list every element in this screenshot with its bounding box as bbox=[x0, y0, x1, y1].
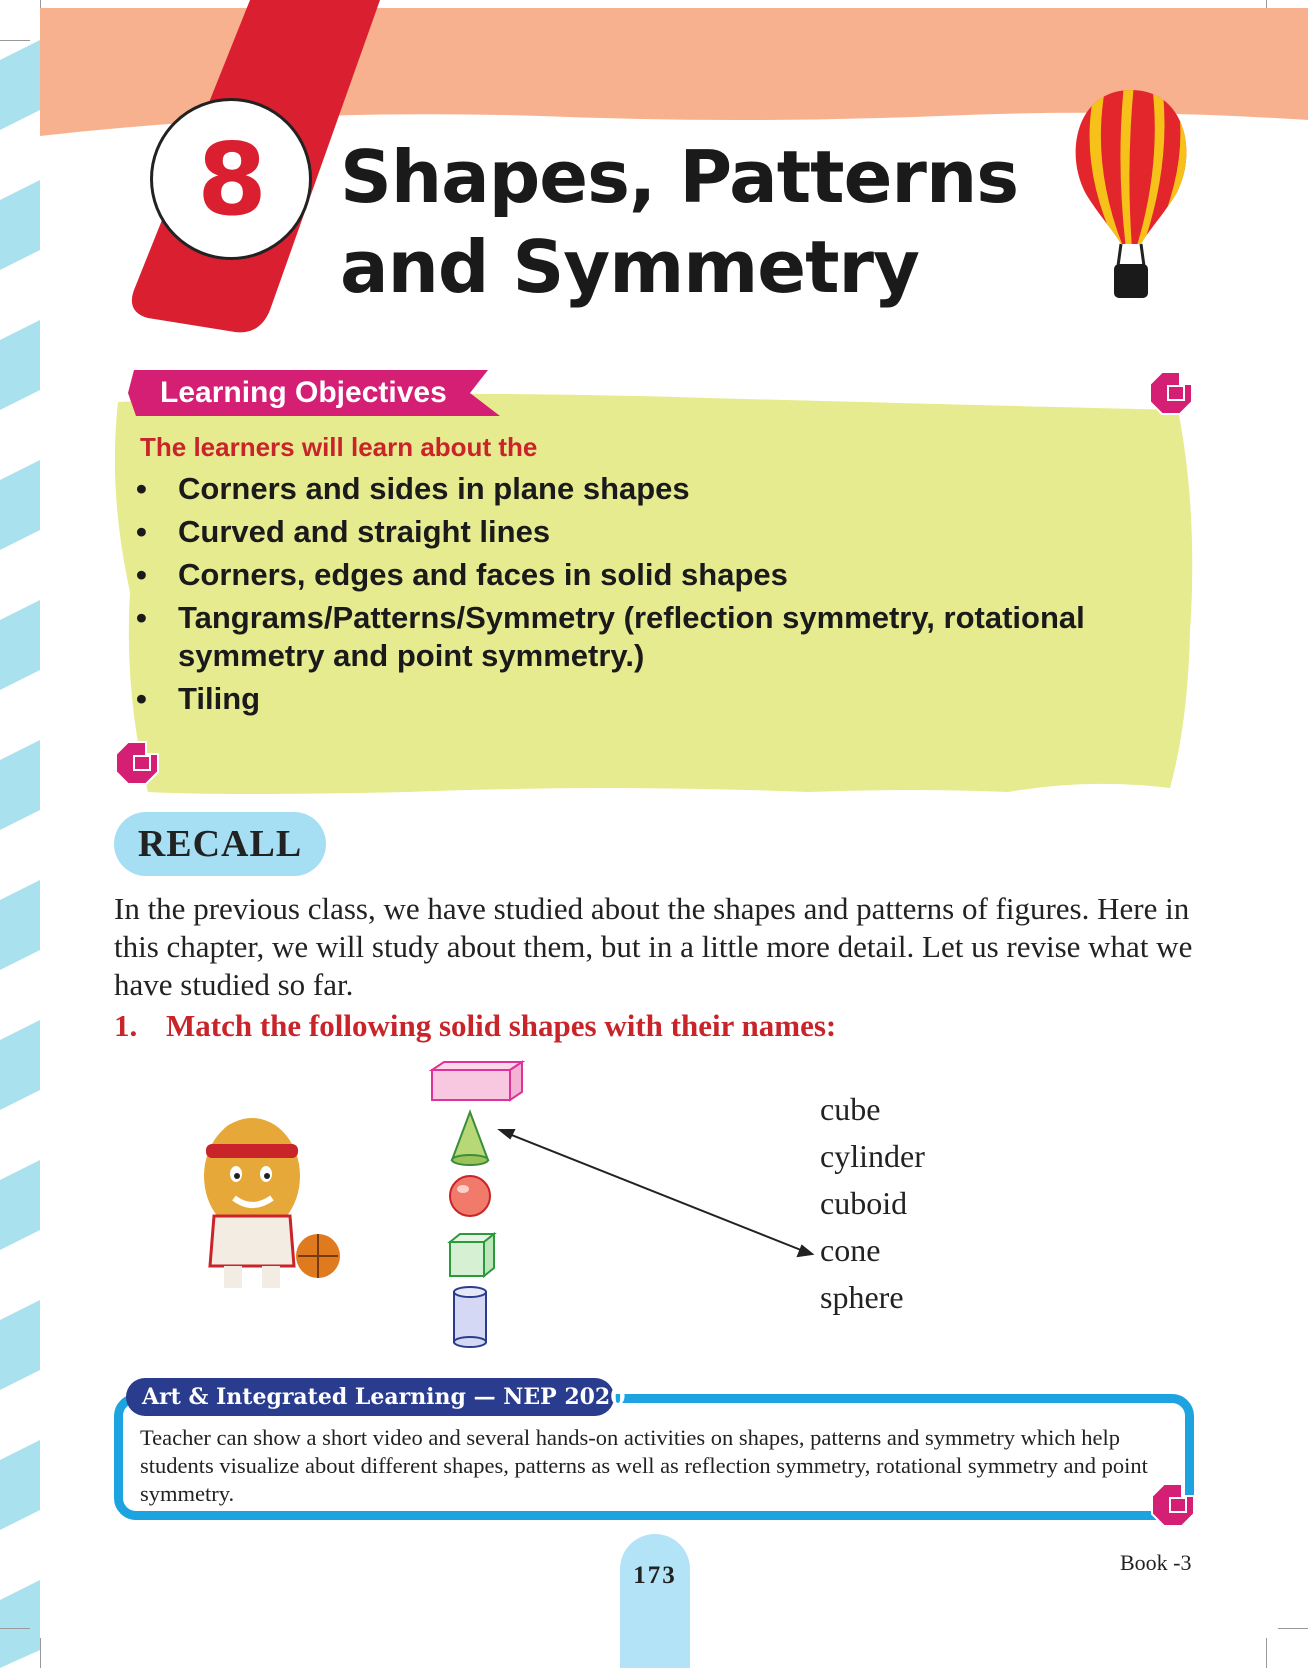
objectives-list bbox=[136, 470, 1146, 723]
recall-heading: RECALL bbox=[114, 812, 326, 876]
left-stripe-decoration bbox=[0, 0, 40, 1668]
objectives-tag: Learning Objectives bbox=[160, 376, 447, 409]
list-item: • Tangrams/Patterns/Symmetry (reflection symmetry, rotational symmetry and point symmetry.) bbox=[136, 599, 1146, 675]
corner-deco-icon bbox=[114, 740, 160, 786]
list-item: • Curved and straight lines bbox=[136, 513, 1146, 551]
crop-mark bbox=[1266, 1638, 1267, 1668]
question-1 bbox=[114, 1008, 836, 1044]
solid-shapes-figure bbox=[400, 1052, 850, 1352]
corner-deco-icon bbox=[1150, 1482, 1196, 1528]
cylinder-icon bbox=[454, 1287, 486, 1347]
chapter-title-line1: Shapes, Patterns bbox=[340, 135, 1019, 219]
cuboid-icon bbox=[432, 1062, 522, 1100]
chapter-number: 8 bbox=[150, 98, 312, 260]
sphere-icon bbox=[450, 1176, 490, 1216]
book-label: Book -3 bbox=[1120, 1550, 1192, 1575]
list-item: • Corners, edges and faces in solid shapes bbox=[136, 556, 1146, 594]
crop-mark bbox=[1278, 1628, 1308, 1629]
shape-name-cone: cone bbox=[820, 1232, 881, 1268]
page-number: 173 bbox=[633, 1562, 677, 1589]
shape-name-cube: cube bbox=[820, 1091, 881, 1127]
cone-icon bbox=[452, 1112, 488, 1165]
hot-air-balloon-icon bbox=[1066, 84, 1196, 304]
crop-mark bbox=[0, 1628, 30, 1629]
objectives-intro: The learners will learn about the bbox=[140, 432, 538, 462]
art-integrated-text: Teacher can show a short video and several hands-on activities on shapes, patterns and symmetry which help students visualize about different shapes, patterns as well as reflection symmetry, rotational symmetry and point symmetry. bbox=[140, 1425, 1148, 1506]
shape-names-list bbox=[820, 1086, 925, 1321]
question-number: 1. bbox=[114, 1008, 138, 1043]
corner-deco-icon bbox=[1148, 370, 1194, 416]
shape-name-sphere: sphere bbox=[820, 1279, 904, 1315]
question-text: Match the following solid shapes with their names: bbox=[166, 1008, 837, 1043]
mascot-character-icon bbox=[190, 1106, 360, 1296]
crop-mark bbox=[0, 40, 30, 41]
list-item: • Tiling bbox=[136, 680, 1146, 718]
page-number-tab bbox=[620, 1534, 690, 1668]
shape-name-cuboid: cuboid bbox=[820, 1185, 908, 1221]
recall-paragraph: In the previous class, we have studied about the shapes and patterns of figures. Here in this chapter, we will study about them, but in a little more detail. Let us revise what we have studied so far. bbox=[114, 891, 1193, 1002]
list-item: • Corners and sides in plane shapes bbox=[136, 470, 1146, 508]
chapter-title bbox=[340, 132, 1060, 312]
shape-name-cylinder: cylinder bbox=[820, 1138, 925, 1174]
art-integrated-tag: Art & Integrated Learning — NEP 2020 bbox=[126, 1378, 614, 1416]
match-arrow-icon bbox=[500, 1130, 812, 1256]
crop-mark bbox=[40, 1638, 41, 1668]
chapter-title-line2: and Symmetry bbox=[340, 225, 919, 309]
cube-icon bbox=[450, 1234, 494, 1276]
